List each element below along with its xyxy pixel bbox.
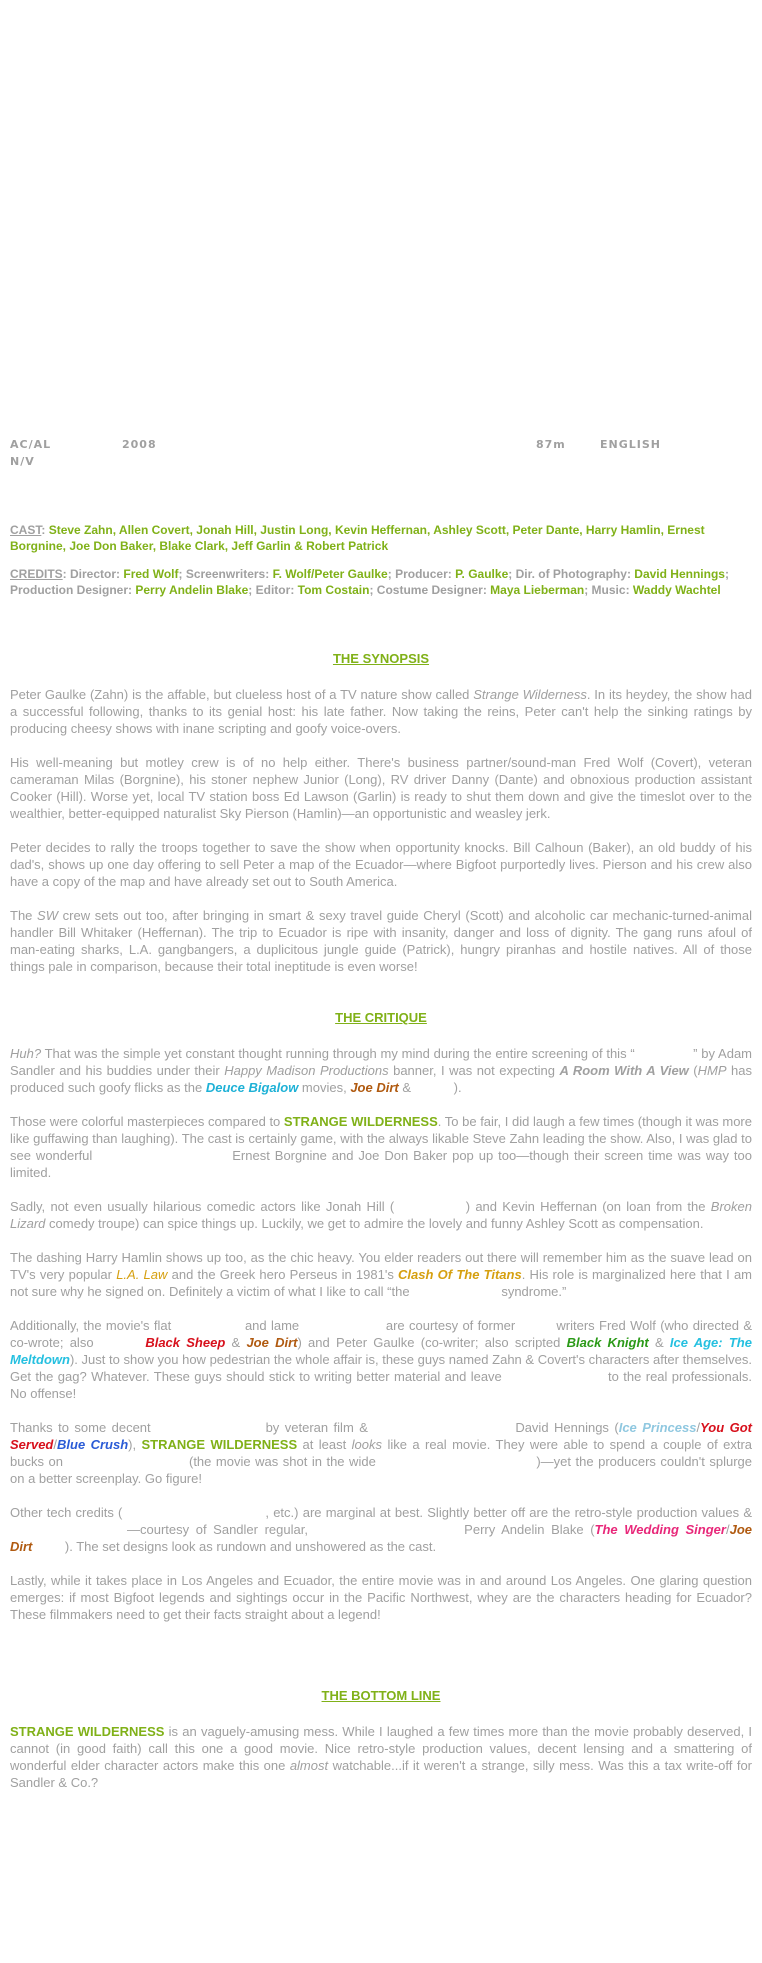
rating: AC/AL [10, 438, 52, 451]
cast-label: CAST [10, 523, 42, 537]
credits-block: CREDITS: Director: Fred Wolf; Screenwriters: F. Wolf/Peter Gaulke; Producer: P. Gaulke; Dir. of Photography: David Hennings; Production Designer: Perry Andelin Blake; Editor: Tom Costain; Costume Designer: Maya Lieberman; Music: Waddy Wachtel [10, 567, 729, 597]
critique-heading: THE CRITIQUE [335, 1010, 427, 1025]
critique-paragraph: Other tech credits (xxxxxxxxxxxxxxxxxxxxxx, etc.) are marginal at best. Slightly better off are the retro-style production values & xxxxxxxxxxxxxxxxxx—courtesy of Sandler regular, xxxxxxxxxxxxxxxxxxxxxx Perry Andelin Blake (The Wedding Singer/Joe Dirtxxxxx). The set designs look as rundown and unshowered as the cast. [10, 1505, 752, 1554]
critique-paragraph: Sadly, not even usually hilarious comedic actors like Jonah Hill (xxxxxxxxxxx) and Kevin Heffernan (on loan from the Broken Lizard comedy troupe) can spice things up. Luckily, we get to admire the lovely and funny Ashley Scott as compensation. [10, 1199, 752, 1231]
critique-paragraph: Additionally, the movie's flat xxxxxxxxxx and lame xxxxxxxxxxxx are courtesy of former xxxxx writers Fred Wolf (who directed & co-wrote; also xxxxxxxBlack Sheep & Joe Dirt) and Peter Gaulke (co-writer; also scripted Black Knight & Ice Age: The Meltdown). Just to show you how pedestrian the whole affair is, these guys named Zahn & Covert's characters after themselves. Get the gag? Whatever. These guys should stick to writing better material and leave xxxxxxxxxxxxxxx to the real professionals. No offense! [10, 1318, 753, 1401]
bottom-line-heading: THE BOTTOM LINE [321, 1688, 441, 1703]
bottom-line-section [10, 1688, 752, 1791]
critique-paragraph: Thanks to some decent xxxxxxxxxxxxxxxx by veteran film & xxxxxxxxxxxxxxxxxxxxx David Hennings (Ice Princess/You Got Served/Blue Crush), STRANGE WILDERNESS at least looks like a real movie. They were able to spend a couple of extra bucks on xxxxxxxxxxxxxxxxxx (the movie was shot in the wide xxxxxxxxxxxxxxxxxxxxxxxx)—yet the producers couldn't splurge on a better screenplay. Go figure! [10, 1420, 753, 1486]
synopsis-paragraph: Peter decides to rally the troops together to save the show when opportunity knocks. Bill Calhoun (Baker), an old buddy of his dad's, shows up one day offering to sell Peter a map of the Ecuador—where Bigfoot purportedly lives. Pierson and his crew also have a copy of the map and have already set out to South America. [10, 840, 752, 889]
language: ENGLISH [600, 438, 661, 451]
credits-label: CREDITS [10, 567, 63, 581]
bottom-line-paragraph: STRANGE WILDERNESS is an vaguely-amusing mess. While I laughed a few times more than the movie probably deserved, I cannot (in good faith) call this one a good movie. Nice retro-style production values, decent lensing and a smattering of wonderful elder character actors make this one almost watchable...if it weren't a strange, silly mess. Was this a tax write-off for Sandler & Co.? [10, 1724, 753, 1790]
deuce-bigalow-title: Deuce Bigalow [205, 1080, 299, 1095]
runtime: 87m [536, 438, 566, 451]
synopsis-section [10, 651, 752, 975]
critique-paragraph: Lastly, while it takes place in Los Angeles and Ecuador, the entire movie was in and around Los Angeles. One glaring question emerges: if most Bigfoot legends and sightings occur in the Pacific Northwest, whey are the characters heading for Ecuador? These filmmakers need to get their facts straight about a legend! [10, 1573, 752, 1622]
movie-meta [10, 438, 752, 478]
cast-block: CAST: Steve Zahn, Allen Covert, Jonah Hill, Justin Long, Kevin Heffernan, Ashley Scott, Peter Dante, Harry Hamlin, Ernest Borgnine, Joe Don Baker, Blake Clark, Jeff Garlin & Robert Patrick [10, 523, 705, 553]
joe-dirt-title: Joe Dirt [350, 1080, 399, 1095]
synopsis-paragraph: His well-meaning but motley crew is of no help either. There's business partner/sound-man Fred Wolf (Covert), veteran cameraman Milas (Borgnine), his stoner nephew Junior (Long), RV driver Danny (Dante) and obnoxious production assistant Cooker (Hill). Worse yet, local TV station boss Ed Lawson (Garlin) is ready to shut them down and give the timeslot over to the wealthier, better-equipped naturalist Sky Pierson (Hamlin)—an opportunistic and weasley jerk. [10, 755, 752, 821]
synopsis-paragraph: The SW crew sets out too, after bringing in smart & sexy travel guide Cheryl (Scott) and alcoholic car mechanic-turned-animal handler Bill Whitaker (Heffernan). The trip to Ecuador is ripe with insanity, danger and loss of dignity. The gang runs afoul of man-eating sharks, L.A. gangbangers, a duplicitous jungle guide (Patrick), hungry piranhas and hostile natives. All of those things pale in comparison, because their total ineptitude is even worse! [10, 908, 753, 974]
release-year: 2008 [122, 438, 157, 451]
critique-paragraph: Huh? That was the simple yet constant thought running through my mind during the entire screening of this “xxxxxxxxx” by Adam Sandler and his buddies under their Happy Madison Productions banner, I was not expecting A Room With A View (HMP has produced such goofy flicks as the Deuce Bigalow movies, Joe Dirt & xxxxxx). [10, 1046, 752, 1095]
synopsis-heading: THE SYNOPSIS [332, 651, 430, 666]
critique-paragraph: The dashing Harry Hamlin shows up too, as the chic heavy. You elder readers out there will remember him as the suave lead on TV's very popular L.A. Law and the Greek hero Perseus in 1981's Clash Of The Titans. His role is marginalized here that I am not sure why he signed on. Definitely a victim of what I like to call “the xxxxxxxxxxxxx syndrome.” [10, 1250, 753, 1299]
synopsis-paragraph: Peter Gaulke (Zahn) is the affable, but clueless host of a TV nature show called Strange Wilderness. In its heydey, the show had a successful following, thanks to its genial host: his late father. Now taking the reins, Peter can't help the sinking ratings by producing cheesy shows with inane scripting and goofy voice-overs. [10, 687, 752, 736]
cast-names: Steve Zahn, Allen Covert, Jonah Hill, Justin Long, Kevin Heffernan, Ashley Scott, Peter Dante, Harry Hamlin, Ernest Borgnine, Joe Don Baker, Blake Clark, Jeff Garlin & Robert Patrick [10, 523, 705, 553]
rating-secondary: N/V [10, 455, 35, 468]
critique-section [10, 1010, 752, 1623]
critique-paragraph: Those were colorful masterpieces compared to STRANGE WILDERNESS. To be fair, I did laugh a few times (though it was more like guffawing than laughing). The cast is certainly game, with the always likable Steve Zahn leading the show. Also, I was glad to see wonderful xxxxxxxxxxxxxxxxxxxx Ernest Borgnine and Joe Don Baker pop up too—though their screen time was way too limited. [10, 1114, 752, 1180]
